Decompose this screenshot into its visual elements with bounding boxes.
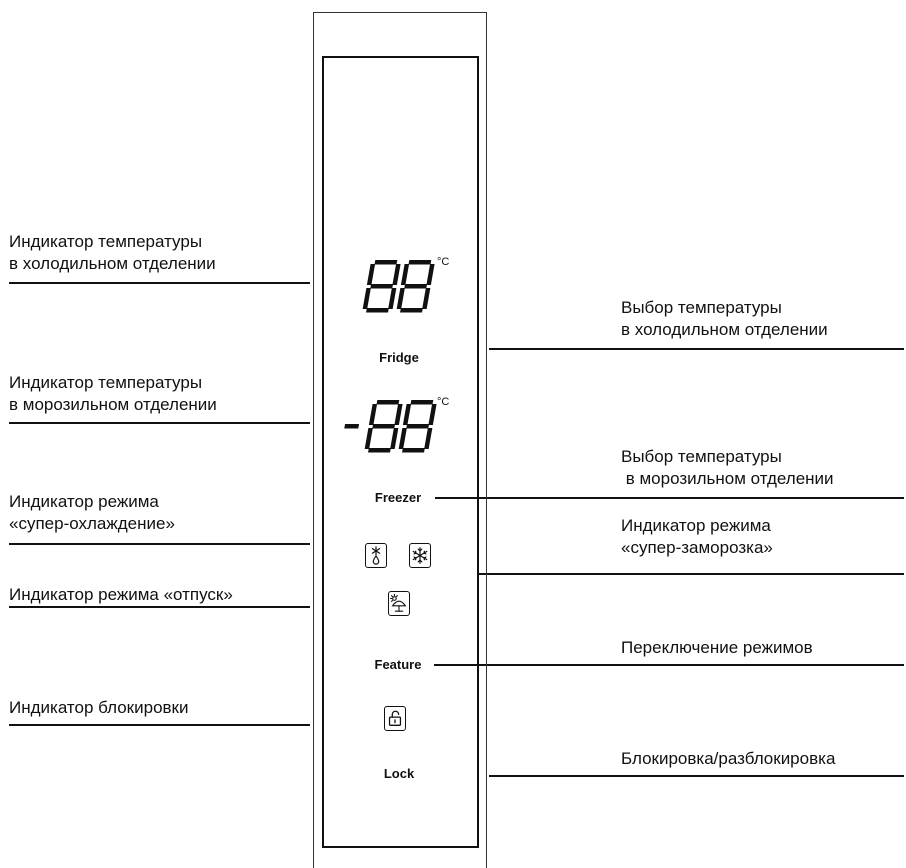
leader-line: [478, 573, 904, 575]
right-label-lock-unlock: Блокировка/разблокировка: [621, 749, 836, 768]
leader-line: [9, 724, 310, 726]
super-cool-icon: [365, 543, 387, 568]
vacation-icon: [388, 591, 410, 616]
left-label-freezer-temp-indicator: Индикатор температуры в морозильном отделении: [9, 373, 217, 414]
right-label-mode-switch: Переключение режимов: [621, 638, 813, 657]
leader-line: [489, 348, 904, 350]
leader-line: [434, 664, 904, 666]
right-label-freezer-temp-select: Выбор температуры в морозильном отделении: [621, 447, 834, 488]
leader-line: [489, 775, 904, 777]
right-label-super-freeze-indicator: Индикатор режима «супер-заморозка»: [621, 516, 773, 557]
freezer-button[interactable]: Freezer: [374, 490, 422, 505]
leader-line: [9, 422, 310, 424]
leader-line: [9, 543, 310, 545]
fridge-unit-label: °C: [437, 256, 450, 268]
leader-line: [9, 282, 310, 284]
super-freeze-icon: [409, 543, 431, 568]
left-label-super-cool-indicator: Индикатор режима «супер-охлаждение»: [9, 492, 175, 533]
feature-button[interactable]: Feature: [374, 657, 422, 672]
left-label-lock-indicator: Индикатор блокировки: [9, 698, 189, 717]
leader-line: [9, 606, 310, 608]
fridge-button[interactable]: Fridge: [379, 350, 419, 365]
fridge-temperature-display: [360, 256, 470, 316]
left-label-vacation-indicator: Индикатор режима «отпуск»: [9, 585, 233, 604]
right-label-fridge-temp-select: Выбор температуры в холодильном отделении: [621, 298, 828, 339]
left-label-fridge-temp-indicator: Индикатор температуры в холодильном отделении: [9, 232, 216, 273]
freezer-temperature-display: [340, 396, 470, 456]
freezer-unit-label: °C: [437, 396, 450, 408]
leader-line: [435, 497, 904, 499]
lock-button[interactable]: Lock: [383, 766, 415, 781]
lock-icon: [384, 706, 406, 731]
